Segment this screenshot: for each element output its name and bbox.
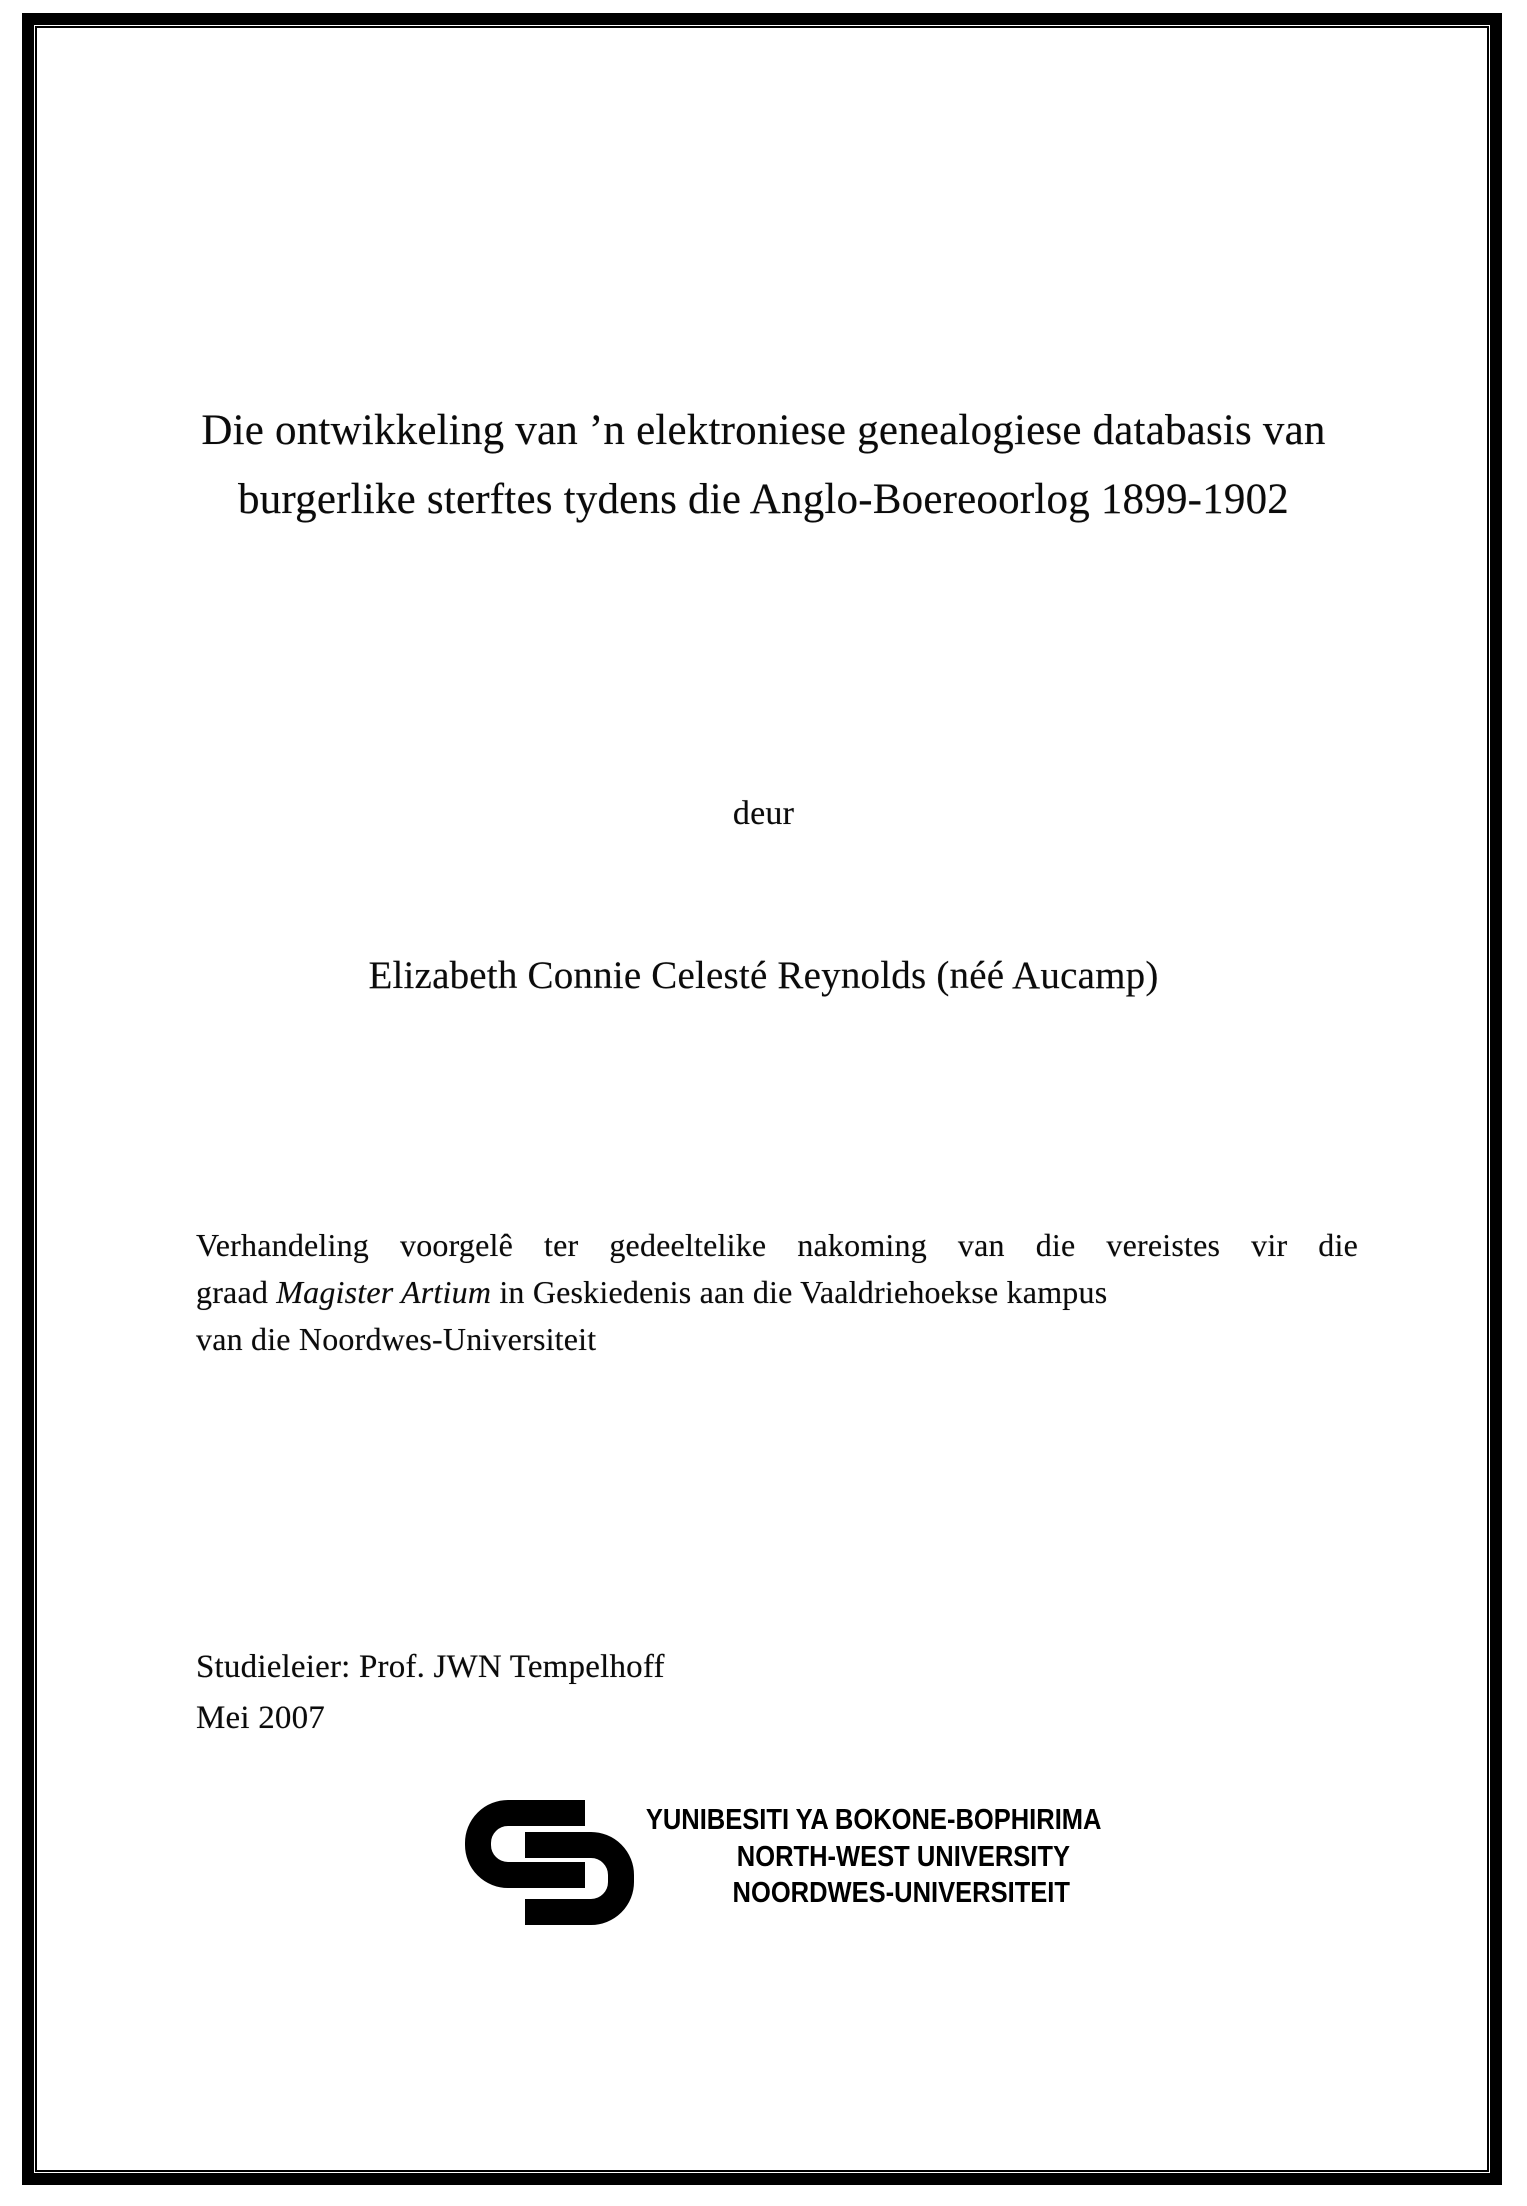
logo-line-english: NORTH-WEST UNIVERSITY: [736, 1840, 1070, 1873]
degree-description-line-2-prefix: graad: [196, 1274, 277, 1310]
thesis-title-line-1: Die ontwikkeling van ’n elektroniese genealogiese databasis van: [201, 407, 1326, 454]
logo-line-setswana: YUNIBESITI YA BOKONE-BOPHIRIMA: [645, 1804, 1102, 1836]
date-line: Mei 2007: [196, 1700, 326, 1736]
university-logo: [463, 1800, 1102, 1940]
nwu-interlocked-links-icon: [463, 1800, 639, 1928]
author-name: Elizabeth Connie Celesté Reynolds (néé Aucamp): [368, 954, 1159, 997]
degree-description-line-2-suffix: in Geskiedenis aan die Vaaldriehoekse kampus: [491, 1274, 1108, 1310]
byline-preposition: deur: [732, 795, 795, 832]
degree-description: [196, 1222, 1358, 1363]
supervisor-block: [196, 1642, 665, 1744]
thesis-title: [95, 396, 1432, 534]
degree-name-italic: Magister Artium: [276, 1274, 492, 1310]
thesis-title-line-2: burgerlike sterftes tydens die Anglo-Boereoorlog 1899-1902: [238, 476, 1289, 523]
supervisor-line: Studieleier: Prof. JWN Tempelhoff: [196, 1649, 665, 1685]
degree-description-line-2: [196, 1269, 1358, 1316]
university-logo-wordmark: [645, 1802, 1102, 1912]
degree-description-line-3: van die Noordwes-Universiteit: [196, 1321, 597, 1357]
degree-description-line-1: Verhandeling voorgelê ter gedeeltelike nakoming van die vereistes vir die: [196, 1227, 1358, 1263]
logo-line-afrikaans: NOORDWES-UNIVERSITEIT: [732, 1877, 1070, 1909]
